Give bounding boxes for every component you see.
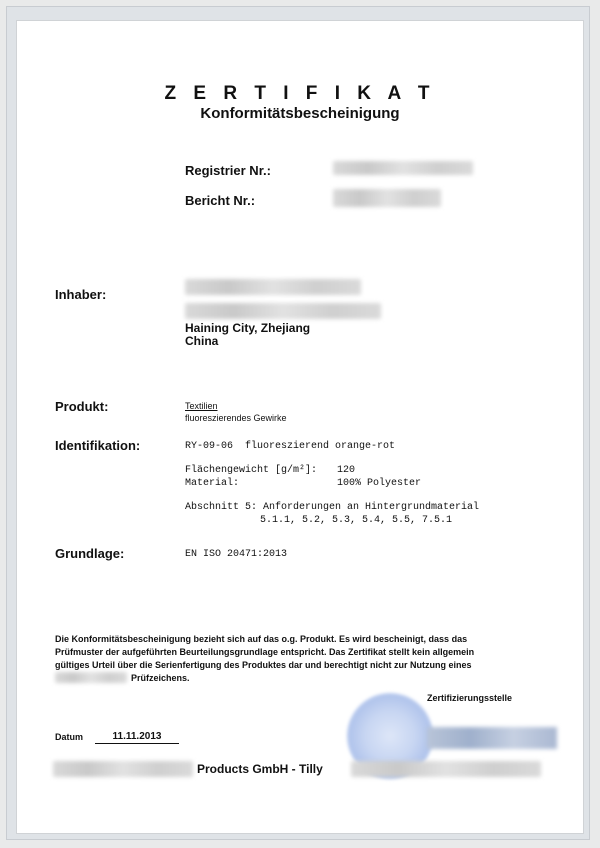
registration-number-label: Registrier Nr.: xyxy=(185,163,271,178)
certification-body-label: Zertifizierungsstelle xyxy=(427,693,513,703)
company-name-redacted xyxy=(53,761,193,777)
basis-standard: EN ISO 20471:2013 xyxy=(185,549,288,560)
statement-redacted xyxy=(55,672,127,683)
section-line: Abschnitt 5: Anforderungen an Hintergrundmaterial xyxy=(185,502,480,513)
holder-address-redacted xyxy=(185,303,381,319)
section-refs: 5.1.1, 5.2, 5.3, 5.4, 5.5, 7.5.1 xyxy=(260,515,453,526)
signature xyxy=(427,727,557,749)
product-category: Textilien xyxy=(185,401,218,411)
certificate-subtitle: Konformitätsbescheinigung xyxy=(200,105,400,122)
product-label: Produkt: xyxy=(55,399,109,414)
statement-line-3: gültiges Urteil über die Serienfertigung des Produktes dar und berechtigt nicht zur Nutzung eines xyxy=(55,660,472,670)
holder-label: Inhaber: xyxy=(55,287,107,302)
statement-line-2: Prüfmuster der aufgeführten Beurteilungsgrundlage entspricht. Das Zertifikat stellt kein allgemein xyxy=(55,647,475,657)
statement-line-1: Die Konformitätsbescheinigung bezieht sich auf das o.g. Produkt. Es wird bescheinigt, dass das xyxy=(55,634,468,644)
statement-line-4: Prüfzeichens. xyxy=(131,673,190,683)
identification-line: RY-09-06 fluoreszierend orange-rot xyxy=(185,441,396,452)
product-description: fluoreszierendes Gewirke xyxy=(185,413,287,423)
certificate-page xyxy=(16,20,584,834)
date-label: Datum xyxy=(55,732,84,742)
registration-number-redacted xyxy=(333,161,473,175)
holder-city: Haining City, Zhejiang xyxy=(185,321,311,335)
identification-label: Identifikation: xyxy=(55,438,141,453)
weight-label: Flächengewicht [g/m²]: xyxy=(185,465,318,476)
material-label: Material: xyxy=(185,478,240,489)
holder-name-redacted xyxy=(185,279,361,295)
holder-country: China xyxy=(185,334,219,348)
weight-value: 120 xyxy=(337,465,356,476)
certificate-title: Z E R T I F I K A T xyxy=(164,83,436,104)
material-value: 100% Polyester xyxy=(337,478,422,489)
basis-label: Grundlage: xyxy=(55,546,125,561)
company-name: Products GmbH - Tilly xyxy=(197,762,323,776)
report-number-redacted xyxy=(333,189,441,207)
report-number-label: Bericht Nr.: xyxy=(185,193,256,208)
date-value: 11.11.2013 xyxy=(95,731,179,744)
company-suffix-redacted xyxy=(351,761,541,777)
